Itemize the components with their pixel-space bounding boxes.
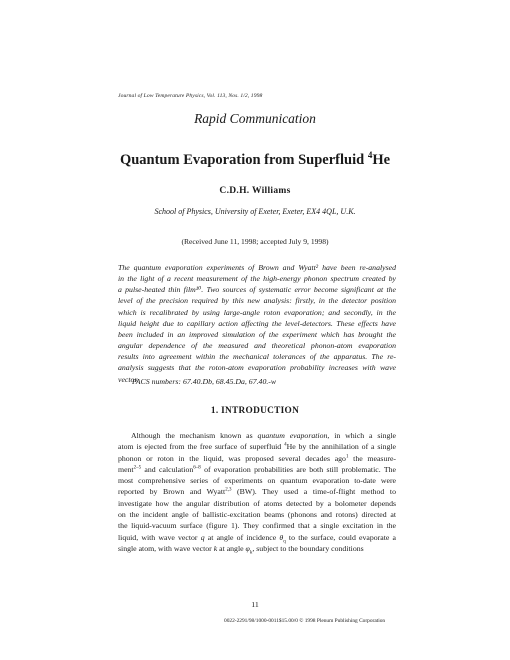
math-symbol: θ <box>279 532 284 542</box>
text-run: the measure- <box>348 453 396 463</box>
abstract-line: vector. <box>118 374 139 384</box>
paper-title <box>0 150 510 169</box>
introduction-text <box>118 430 396 554</box>
body-line: most comprehensive series of experiments on quantum evaporation to-date were <box>118 476 396 486</box>
text-run: ment <box>118 464 134 474</box>
abstract-line: which is recalibrated by using large-angle roton evaporation; and secondly, in the <box>118 307 396 317</box>
abstract-line: been included in an improved simulation of the experiment which has brought the <box>118 329 396 339</box>
title-text: Quantum Evaporation from Superfluid <box>119 151 368 168</box>
abstract-line: level of the precision required by this new analysis: firstly, in the detector position <box>118 296 396 306</box>
page-number: 11 <box>251 600 259 609</box>
text-run: He by the annihilation of a single <box>286 442 396 452</box>
article-type: Rapid Communication <box>194 111 316 126</box>
text-run: at angle <box>217 543 246 553</box>
abstract <box>118 262 396 385</box>
text-run: phonon or roton in the liquid, was proposed several decades ago <box>118 453 346 463</box>
body-line: investigate how the angular distribution of atoms detected by a bolometer depends <box>118 498 396 508</box>
text-run: atom is ejected from the free surface of superfluid <box>118 442 285 452</box>
citation-ref: 2,3 <box>225 487 232 493</box>
title-isotope: 4 <box>367 150 373 160</box>
body-line <box>118 464 396 475</box>
received-dates: (Received June 11, 1998; accepted July 9, 1998) <box>181 237 329 246</box>
abstract-line: analysis suggests that the roton-atom evaporation probability increases with wave <box>118 363 396 373</box>
text-run: single atom, with wave vector <box>118 543 214 553</box>
abstract-line: The quantum evaporation experiments of Brown and Wyatt² have been re-analysed <box>118 263 396 272</box>
citation-ref: 2–5 <box>133 465 142 471</box>
text-run: , in which a single <box>327 431 397 440</box>
text-run: at angle of incidence <box>204 532 280 542</box>
author-name: C.D.H. Williams <box>219 186 291 196</box>
body-line <box>118 543 396 554</box>
copyright-line: 0022-2291/98/1000-0011$15.00/0 © 1998 Plenum Publishing Corporation <box>224 618 386 624</box>
abstract-line: angular dependence of the measured and theoretical phonon-atom evaporation <box>118 341 396 351</box>
abstract-line: results into agreement within the mechanical tolerances of the apparatus. The re- <box>118 352 396 362</box>
math-symbol: k <box>213 543 218 553</box>
text-run: liquid, with wave vector <box>118 532 201 542</box>
abstract-line: in the light of a recent measurement of the high-energy phonon spectrum created by <box>118 274 396 284</box>
emphasis-term: quantum evaporation <box>257 431 328 440</box>
body-line <box>118 453 396 464</box>
math-symbol: q <box>200 532 205 542</box>
math-subscript: k <box>249 550 253 556</box>
citation-ref: 6–8 <box>193 465 201 471</box>
body-line <box>118 430 396 441</box>
text-run: of evaporation probabilities are both still problematic. The <box>200 464 397 474</box>
text-run: to the surface, could evaporate a <box>285 532 397 542</box>
text-run: reported by Brown and Wyatt <box>118 487 226 497</box>
body-line: the liquid-vacuum surface (figure 1). They confirmed that a single excitation in the <box>118 521 396 531</box>
body-line <box>118 441 396 452</box>
pacs-numbers: PACS numbers: 67.40.Db, 68.45.Da, 67.40.-w <box>132 377 277 386</box>
title-element: He <box>372 151 391 168</box>
abstract-line: a pulse-heated thin film¹⁰. Two sources of systematic error become significant at the <box>118 285 396 295</box>
author-affiliation: School of Physics, University of Exeter, Exeter, EX4 4QL, U.K. <box>154 207 356 216</box>
math-symbol: φ <box>245 543 250 553</box>
text-run: Although the mechanism known as <box>131 431 258 440</box>
journal-citation: Journal of Low Temperature Physics, Vol. 113, Nos. 1/2, 1998 <box>118 93 263 99</box>
text-run: , subject to the boundary conditions <box>252 543 364 553</box>
abstract-line: liquid height due to capillary action affecting the level-detectors. These effects have <box>118 318 396 328</box>
citation-ref: 1 <box>345 454 349 459</box>
section-heading: 1. INTRODUCTION <box>210 406 300 416</box>
body-line: on the incident angle of ballistic-excitation beams (phonons and rotons) directed at <box>118 510 396 520</box>
isotope-superscript: 4 <box>284 442 287 448</box>
text-run: and calculation <box>141 464 194 474</box>
text-run: (BW). They used a time-of-flight method to <box>231 487 396 497</box>
body-line <box>118 486 396 497</box>
body-line <box>118 532 396 543</box>
math-subscript: q <box>283 539 286 545</box>
